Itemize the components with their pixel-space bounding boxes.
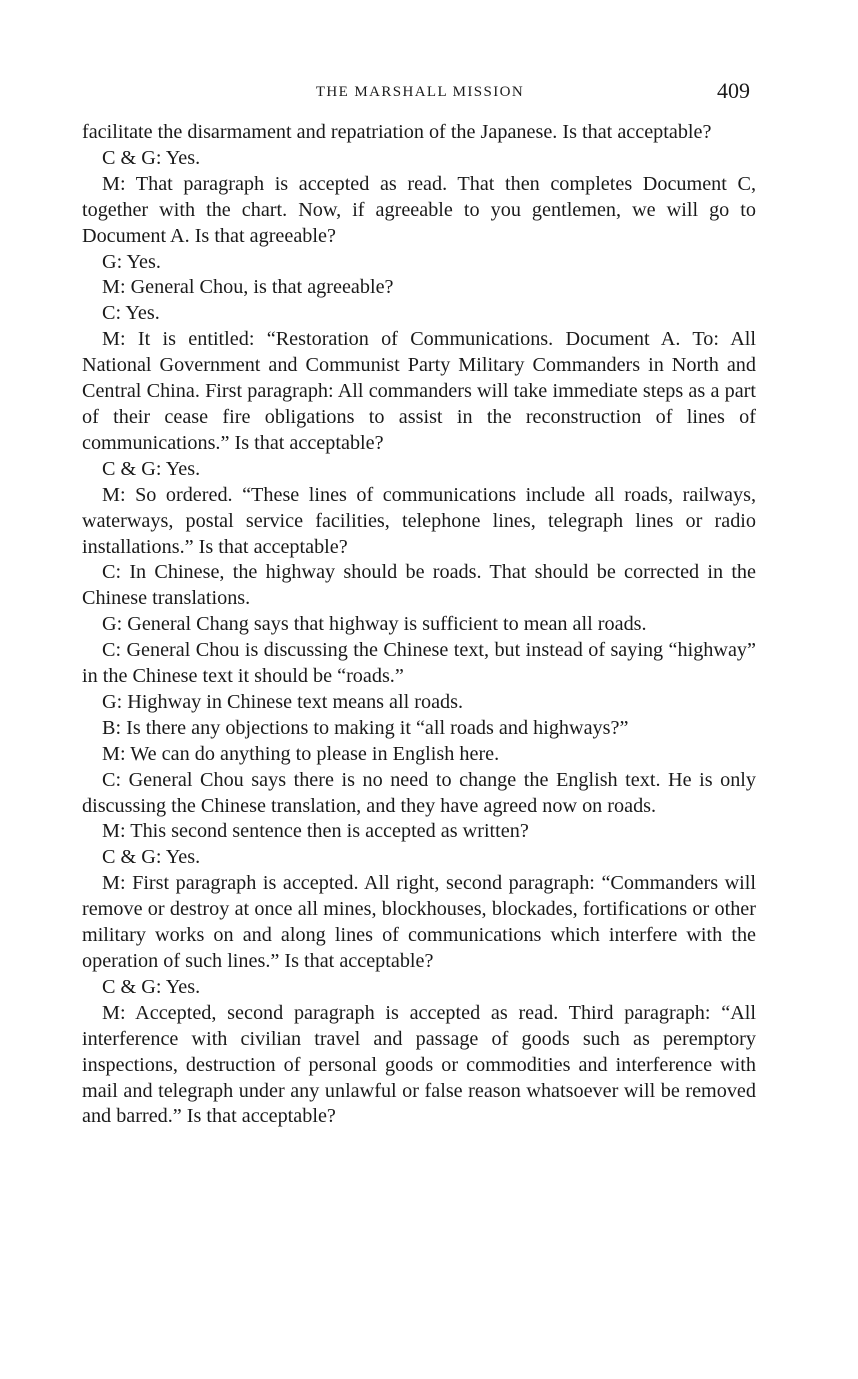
paragraph: C: In Chinese, the highway should be roads. That should be corrected in the Chinese translations. xyxy=(82,561,756,610)
paragraph: C: Yes. xyxy=(102,302,160,325)
paragraph: M: This second sentence then is accepted as written? xyxy=(102,820,529,843)
paragraph: M: Accepted, second paragraph is accepted as read. Third paragraph: “All interference with civilian travel and passage of goods such as peremptory inspections, destruction of personal goods or commodities and interference with mail and telegraph under any unlawful or false reason whatsoever will be removed and barred.” Is that acceptable? xyxy=(82,1001,756,1128)
paragraph: C & G: Yes. xyxy=(102,975,201,998)
paragraph: M: General Chou, is that agreeable? xyxy=(102,276,394,299)
paragraph: M: That paragraph is accepted as read. That then completes Document C, together with the chart. Now, if agreeable to you gentlemen, we will go to Document A. Is that agreeable? xyxy=(82,172,756,247)
paragraph: G: Highway in Chinese text means all roads. xyxy=(102,690,464,713)
paragraph: M: First paragraph is accepted. All right, second paragraph: “Commanders will remove or destroy at once all mines, blockhouses, blockades, fortifications or other military works on and along lines of communications which interfere with the operation of such lines.” Is that acceptable? xyxy=(82,872,756,972)
running-head xyxy=(82,78,758,106)
paragraph: M: It is entitled: “Restoration of Communications. Document A. To: All National Government and Communist Party Military Commanders in North and Central China. First paragraph: All commanders will take immediate steps as a part of their cease fire obligations to assist in the reconstruction of lines of communications.” Is that acceptable? xyxy=(82,328,756,454)
page-number: 409 xyxy=(717,78,750,103)
running-title: THE MARSHALL MISSION xyxy=(315,84,525,100)
paragraph: C: General Chou says there is no need to change the English text. He is only discussing the Chinese translation, and they have agreed now on roads. xyxy=(82,768,756,817)
paragraph: C & G: Yes. xyxy=(102,846,201,869)
body-text xyxy=(82,120,756,1130)
paragraph: G: General Chang says that highway is sufficient to mean all roads. xyxy=(102,613,647,636)
paragraph: G: Yes. xyxy=(102,250,161,273)
paragraph-continuation: facilitate the disarmament and repatriation of the Japanese. Is that acceptable? xyxy=(82,121,712,143)
paragraph: B: Is there any objections to making it “all roads and highways?” xyxy=(102,716,629,739)
paragraph: C & G: Yes. xyxy=(102,457,201,480)
paragraph: C & G: Yes. xyxy=(102,146,201,169)
paragraph: C: General Chou is discussing the Chinese text, but instead of saying “highway” in the Chinese text it should be “roads.” xyxy=(82,639,756,688)
paragraph: M: We can do anything to please in English here. xyxy=(102,742,500,765)
paragraph: M: So ordered. “These lines of communications include all roads, railways, waterways, postal service facilities, telephone lines, telegraph lines or radio installations.” Is that acceptable? xyxy=(82,483,756,558)
